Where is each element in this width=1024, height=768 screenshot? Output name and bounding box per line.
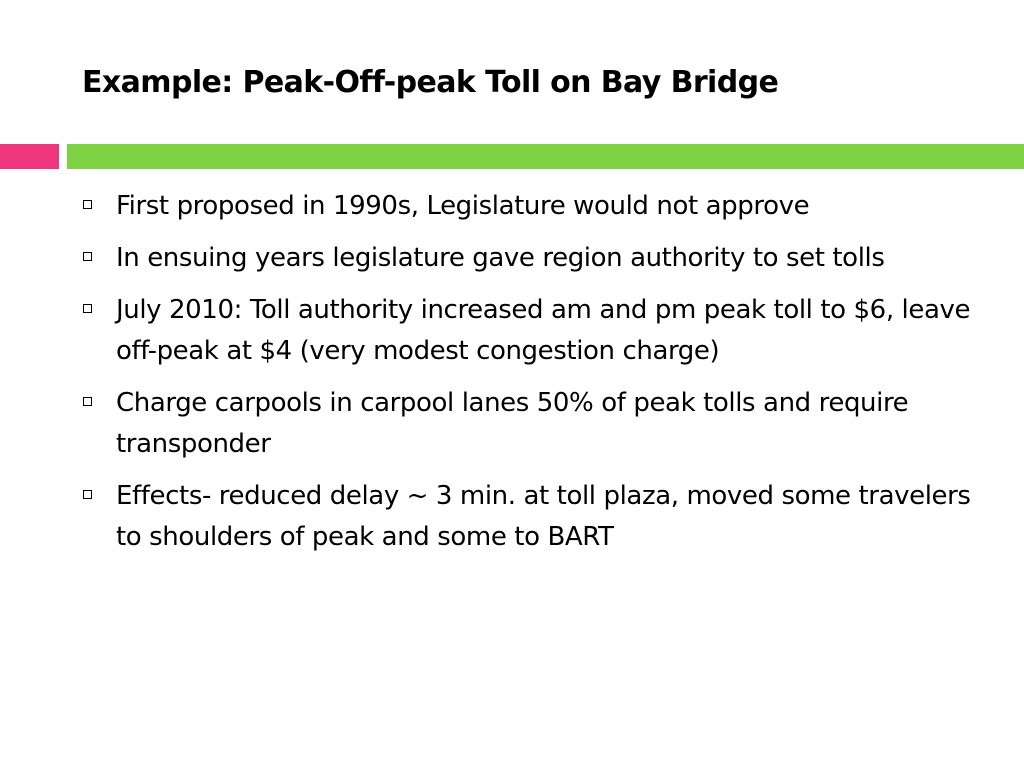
hollow-square-bullet-icon [83, 490, 92, 499]
accent-bar-green [67, 144, 1024, 169]
hollow-square-bullet-icon [83, 200, 92, 209]
bullet-text: July 2010: Toll authority increased am and pm peak toll to $6, leave off-peak at $4 (very modest congestion charge) [116, 295, 971, 366]
bullet-list [0, 186, 1024, 569]
accent-bar-pink [0, 144, 59, 169]
bullet-item [0, 290, 1024, 372]
bullet-item [0, 186, 1024, 227]
bullet-item [0, 383, 1024, 465]
hollow-square-bullet-icon [83, 397, 92, 406]
bullet-text: Effects- reduced delay ~ 3 min. at toll plaza, moved some travelers to shoulders of peak and some to BART [116, 481, 971, 552]
bullet-text: Charge carpools in carpool lanes 50% of peak tolls and require transponder [116, 388, 909, 459]
hollow-square-bullet-icon [83, 252, 92, 261]
bullet-item [0, 476, 1024, 558]
slide-title: Example: Peak-Off-peak Toll on Bay Bridge [82, 65, 779, 100]
bullet-text: In ensuing years legislature gave region authority to set tolls [116, 243, 885, 273]
bullet-item [0, 238, 1024, 279]
bullet-text: First proposed in 1990s, Legislature would not approve [116, 191, 810, 221]
hollow-square-bullet-icon [83, 304, 92, 313]
